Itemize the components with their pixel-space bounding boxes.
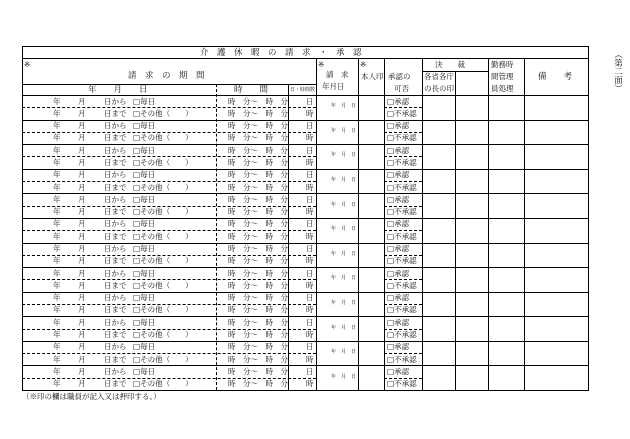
year-label: 年 (53, 231, 61, 241)
reject-checkbox[interactable]: □不承認 (387, 133, 417, 143)
time-range: 時 分～ 時 分 (228, 244, 288, 253)
year-label: 年 (53, 219, 61, 229)
from-label: 日から (104, 219, 127, 229)
hour-unit: 時 (306, 379, 314, 389)
other-checkbox[interactable]: □その他（ ） (133, 280, 193, 290)
from-label: 日から (104, 244, 127, 253)
time-range: 時 分～ 時 分 (228, 219, 288, 229)
grid-line (588, 46, 589, 391)
time-range: 時 分～ 時 分 (228, 157, 288, 167)
time-range: 時 分～ 時 分 (228, 317, 288, 327)
other-checkbox[interactable]: □その他（ ） (133, 231, 193, 241)
hour-unit: 時 (306, 305, 314, 315)
reject-checkbox[interactable]: □不承認 (387, 379, 417, 389)
from-label: 日から (104, 293, 127, 303)
year-label: 年 (53, 145, 61, 155)
daily-checkbox[interactable]: □毎日 (133, 219, 156, 229)
request-date: 年 月 日 (331, 103, 357, 110)
other-checkbox[interactable]: □その他（ ） (133, 207, 193, 217)
mark-seal: ※ (360, 60, 367, 69)
approve-checkbox[interactable]: □承認 (387, 170, 410, 180)
to-label: 日まで (104, 354, 127, 364)
year-label: 年 (53, 256, 61, 266)
to-label: 日まで (104, 207, 127, 217)
mark-period: ※ (24, 60, 31, 69)
reject-checkbox[interactable]: □不承認 (387, 280, 417, 290)
month-label: 月 (78, 268, 86, 278)
approve-checkbox[interactable]: □承認 (387, 317, 410, 327)
day-unit: 日 (306, 366, 314, 376)
hour-unit: 時 (306, 330, 314, 340)
year-label: 年 (53, 207, 61, 217)
hour-unit: 時 (306, 354, 314, 364)
time-range: 時 分～ 時 分 (228, 170, 288, 180)
day-unit: 日 (306, 317, 314, 327)
other-checkbox[interactable]: □その他（ ） (133, 330, 193, 340)
month-label: 月 (78, 121, 86, 131)
daily-checkbox[interactable]: □毎日 (133, 366, 156, 376)
ymd-header: 年 月 日 (88, 85, 148, 95)
hour-unit: 時 (306, 157, 314, 167)
from-label: 日から (104, 194, 127, 204)
time-range: 時 分～ 時 分 (228, 231, 288, 241)
daily-checkbox[interactable]: □毎日 (133, 96, 156, 106)
dashed-line (216, 84, 217, 390)
reject-checkbox[interactable]: □不承認 (387, 231, 417, 241)
request-date: 年 月 日 (331, 373, 357, 380)
year-label: 年 (53, 305, 61, 315)
from-label: 日から (104, 268, 127, 278)
year-label: 年 (53, 354, 61, 364)
daily-checkbox[interactable]: □毎日 (133, 121, 156, 131)
period-header: 請 求 の 期 間 (128, 71, 205, 81)
year-label: 年 (53, 366, 61, 376)
daily-checkbox[interactable]: □毎日 (133, 170, 156, 180)
other-checkbox[interactable]: □その他（ ） (133, 379, 193, 389)
approve-checkbox[interactable]: □承認 (387, 145, 410, 155)
month-label: 月 (78, 293, 86, 303)
grid-line (22, 46, 588, 47)
daily-checkbox[interactable]: □毎日 (133, 342, 156, 352)
month-label: 月 (78, 207, 86, 217)
time-range: 時 分～ 時 分 (228, 108, 288, 118)
year-label: 年 (53, 330, 61, 340)
time-range: 時 分～ 時 分 (228, 305, 288, 315)
daily-checkbox[interactable]: □毎日 (133, 317, 156, 327)
approve-checkbox[interactable]: □承認 (387, 194, 410, 204)
time-range: 時 分～ 時 分 (228, 194, 288, 204)
dashed-line (384, 353, 422, 354)
grid-line (22, 144, 588, 145)
request-date: 年 月 日 (331, 324, 357, 331)
to-label: 日まで (104, 256, 127, 266)
to-label: 日まで (104, 379, 127, 389)
hour-unit: 時 (306, 108, 314, 118)
time-range: 時 分～ 時 分 (228, 207, 288, 217)
time-range: 時 分～ 時 分 (228, 96, 288, 106)
daily-checkbox[interactable]: □毎日 (133, 268, 156, 278)
decision-header: 決 裁 (435, 60, 465, 69)
other-checkbox[interactable]: □その他（ ） (133, 182, 193, 192)
other-checkbox[interactable]: □その他（ ） (133, 256, 193, 266)
other-checkbox[interactable]: □その他（ ） (133, 108, 193, 118)
approve-checkbox[interactable]: □承認 (387, 244, 410, 253)
to-label: 日まで (104, 305, 127, 315)
year-label: 年 (53, 317, 61, 327)
month-label: 月 (78, 157, 86, 167)
approval-header-2: 可否 (394, 84, 409, 93)
hour-unit: 時 (306, 280, 314, 290)
month-label: 月 (78, 96, 86, 106)
year-label: 年 (53, 121, 61, 131)
day-unit: 日 (306, 194, 314, 204)
time-range: 時 分～ 時 分 (228, 280, 288, 290)
dashed-line (384, 181, 422, 182)
hour-unit: 時 (306, 182, 314, 192)
approve-checkbox[interactable]: □承認 (387, 366, 410, 376)
reject-checkbox[interactable]: □不承認 (387, 157, 417, 167)
month-label: 月 (78, 108, 86, 118)
month-label: 月 (78, 354, 86, 364)
time-range: 時 分～ 時 分 (228, 133, 288, 143)
to-label: 日まで (104, 133, 127, 143)
year-label: 年 (53, 342, 61, 352)
from-label: 日から (104, 145, 127, 155)
time-range: 時 分～ 時 分 (228, 354, 288, 364)
grid-line (22, 390, 588, 391)
request-date: 年 月 日 (331, 275, 357, 282)
request-date: 年 月 日 (331, 299, 357, 306)
day-unit: 日 (306, 268, 314, 278)
reject-checkbox[interactable]: □不承認 (387, 330, 417, 340)
reject-checkbox[interactable]: □不承認 (387, 305, 417, 315)
day-unit: 日 (306, 96, 314, 106)
to-label: 日まで (104, 330, 127, 340)
dept-head-header-2: の長の印 (424, 84, 454, 93)
year-label: 年 (53, 182, 61, 192)
dept-head-header: 各省各庁 (424, 72, 454, 81)
day-unit: 日 (306, 342, 314, 352)
request-date-header-2: 年月日 (322, 82, 345, 91)
month-label: 月 (78, 170, 86, 180)
month-label: 月 (78, 231, 86, 241)
footnote: （※印の欄は職員が記入又は押印する。） (22, 392, 161, 401)
day-unit: 日 (306, 121, 314, 131)
month-label: 月 (78, 342, 86, 352)
daily-checkbox[interactable]: □毎日 (133, 244, 156, 253)
day-unit: 日 (306, 219, 314, 229)
grid-line (22, 267, 588, 268)
dashed-line (288, 181, 316, 182)
dashed-line (22, 181, 316, 182)
month-label: 月 (78, 280, 86, 290)
time-range: 時 分～ 時 分 (228, 342, 288, 352)
hour-unit: 時 (306, 207, 314, 217)
request-date: 年 月 日 (331, 127, 357, 134)
request-date: 年 月 日 (331, 349, 357, 356)
year-label: 年 (53, 280, 61, 290)
to-label: 日まで (104, 157, 127, 167)
from-label: 日から (104, 342, 127, 352)
side-label: （第二面） (612, 50, 623, 93)
month-label: 月 (78, 244, 86, 253)
month-label: 月 (78, 330, 86, 340)
year-label: 年 (53, 268, 61, 278)
request-date: 年 月 日 (331, 226, 357, 233)
time-range: 時 分～ 時 分 (228, 293, 288, 303)
year-label: 年 (53, 293, 61, 303)
other-checkbox[interactable]: □その他（ ） (133, 157, 193, 167)
year-label: 年 (53, 133, 61, 143)
approve-checkbox[interactable]: □承認 (387, 121, 410, 131)
year-label: 年 (53, 108, 61, 118)
from-label: 日から (104, 121, 127, 131)
reject-checkbox[interactable]: □不承認 (387, 256, 417, 266)
time-range: 時 分～ 時 分 (228, 268, 288, 278)
request-date: 年 月 日 (331, 152, 357, 159)
day-unit: 日 (306, 293, 314, 303)
reject-checkbox[interactable]: □不承認 (387, 207, 417, 217)
to-label: 日まで (104, 231, 127, 241)
seal-header: 本人印 (361, 72, 384, 81)
reject-checkbox[interactable]: □不承認 (387, 354, 417, 364)
day-unit: 日 (306, 244, 314, 253)
month-label: 月 (78, 219, 86, 229)
from-label: 日から (104, 317, 127, 327)
reject-checkbox[interactable]: □不承認 (387, 108, 417, 118)
time-range: 時 分～ 時 分 (228, 182, 288, 192)
month-label: 月 (78, 305, 86, 315)
month-label: 月 (78, 145, 86, 155)
daily-checkbox[interactable]: □毎日 (133, 293, 156, 303)
from-label: 日から (104, 170, 127, 180)
approve-checkbox[interactable]: □承認 (387, 293, 410, 303)
request-date: 年 月 日 (331, 177, 357, 184)
attendance-header-3: 員処理 (491, 84, 514, 93)
month-label: 月 (78, 133, 86, 143)
dashed-line (288, 353, 316, 354)
year-label: 年 (53, 96, 61, 106)
notes-header: 備 考 (538, 72, 573, 82)
request-date: 年 月 日 (331, 250, 357, 257)
hour-unit: 時 (306, 133, 314, 143)
reject-checkbox[interactable]: □不承認 (387, 182, 417, 192)
day-unit: 日 (306, 170, 314, 180)
approve-checkbox[interactable]: □承認 (387, 342, 410, 352)
year-label: 年 (53, 157, 61, 167)
approve-checkbox[interactable]: □承認 (387, 96, 410, 106)
form-title: 介 護 休 暇 の 請 求 ・ 承 認 (200, 48, 362, 58)
year-label: 年 (53, 379, 61, 389)
request-date-header: 請 求 (326, 70, 349, 79)
daily-checkbox[interactable]: □毎日 (133, 194, 156, 204)
year-label: 年 (53, 244, 61, 253)
approval-header: 承認の (388, 72, 411, 81)
month-label: 月 (78, 182, 86, 192)
dashed-line (22, 353, 316, 354)
other-checkbox[interactable]: □その他（ ） (133, 133, 193, 143)
year-label: 年 (53, 170, 61, 180)
month-label: 月 (78, 366, 86, 376)
hour-unit: 時 (306, 231, 314, 241)
approve-checkbox[interactable]: □承認 (387, 268, 410, 278)
daily-checkbox[interactable]: □毎日 (133, 145, 156, 155)
other-checkbox[interactable]: □その他（ ） (133, 305, 193, 315)
request-date: 年 月 日 (331, 201, 357, 208)
from-label: 日から (104, 96, 127, 106)
from-label: 日から (104, 366, 127, 376)
to-label: 日まで (104, 108, 127, 118)
month-label: 月 (78, 194, 86, 204)
hour-unit: 時 (306, 256, 314, 266)
time-range: 時 分～ 時 分 (228, 379, 288, 389)
time-range: 時 分～ 時 分 (228, 121, 288, 131)
month-label: 月 (78, 317, 86, 327)
year-label: 年 (53, 194, 61, 204)
day-unit: 日 (306, 145, 314, 155)
day-hour-header: 日・時間数 (290, 87, 316, 93)
attendance-header-2: 間管理 (491, 72, 514, 81)
grid-line (22, 95, 588, 96)
attendance-header: 勤務時 (491, 60, 514, 69)
time-range: 時 分～ 時 分 (228, 145, 288, 155)
time-range: 時 分～ 時 分 (228, 330, 288, 340)
time-range: 時 分～ 時 分 (228, 256, 288, 266)
approve-checkbox[interactable]: □承認 (387, 219, 410, 229)
month-label: 月 (78, 379, 86, 389)
other-checkbox[interactable]: □その他（ ） (133, 354, 193, 364)
mark-request: ※ (318, 60, 325, 69)
time-header: 時 間 (234, 85, 269, 95)
grid-line (22, 58, 588, 59)
time-range: 時 分～ 時 分 (228, 366, 288, 376)
month-label: 月 (78, 256, 86, 266)
to-label: 日まで (104, 280, 127, 290)
grid-line (22, 84, 316, 85)
grid-line (288, 84, 289, 390)
to-label: 日まで (104, 182, 127, 192)
